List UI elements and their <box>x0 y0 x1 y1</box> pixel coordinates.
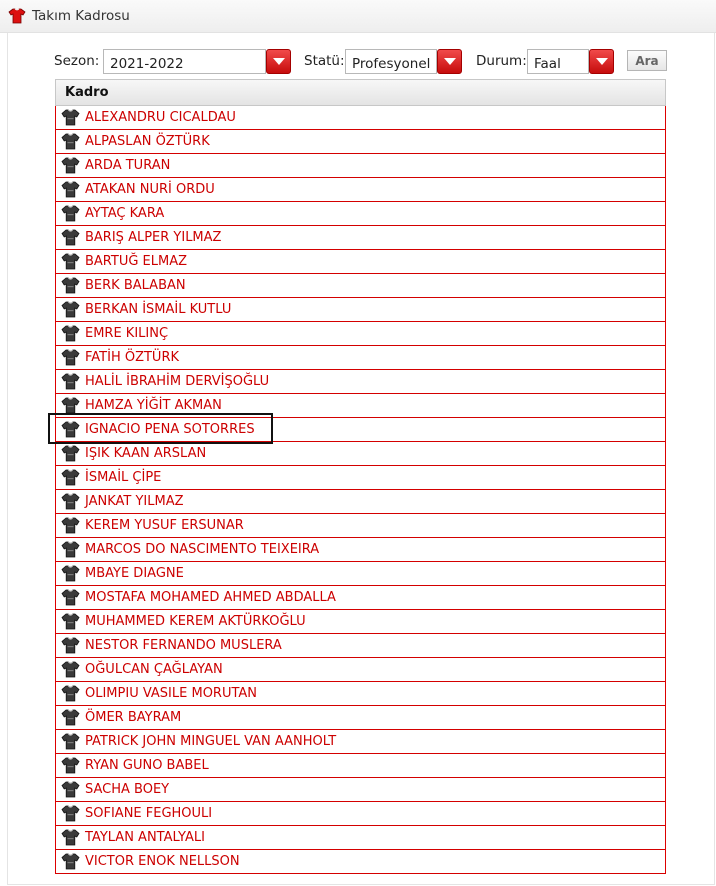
jersey-icon <box>61 685 81 703</box>
status-value: Profesyonel <box>352 55 431 72</box>
table-row <box>56 106 665 130</box>
table-row <box>56 802 665 826</box>
season-label: Sezon: <box>54 53 100 69</box>
state-label: Durum: <box>476 53 527 69</box>
jersey-icon <box>61 205 81 223</box>
table-row <box>56 466 665 490</box>
player-link[interactable]: ALEXANDRU CICALDAU <box>85 110 236 125</box>
jersey-icon <box>61 853 81 871</box>
player-link[interactable]: FATİH ÖZTÜRK <box>85 350 180 365</box>
player-link[interactable]: IGNACIO PENA SOTORRES <box>85 422 255 437</box>
player-link[interactable]: RYAN GUNO BABEL <box>85 758 209 773</box>
table-row <box>56 610 665 634</box>
jersey-icon <box>61 661 81 679</box>
player-link[interactable]: BARTUĞ ELMAZ <box>85 254 188 269</box>
status-select[interactable] <box>345 49 437 74</box>
player-link[interactable]: MARCOS DO NASCIMENTO TEIXEIRA <box>85 542 320 557</box>
table-row <box>56 562 665 586</box>
table-row <box>56 274 665 298</box>
state-value: Faal <box>534 55 561 72</box>
jersey-icon <box>61 781 81 799</box>
jersey-icon <box>61 709 81 727</box>
jersey-icon <box>61 565 81 583</box>
player-link[interactable]: BERK BALABAN <box>85 278 186 293</box>
player-link[interactable]: MUHAMMED KEREM AKTÜRKOĞLU <box>85 614 306 629</box>
chevron-down-icon <box>443 57 457 66</box>
chevron-down-icon <box>272 57 286 66</box>
player-link[interactable]: ATAKAN NURİ ORDU <box>85 182 215 197</box>
jersey-icon <box>61 157 81 175</box>
jersey-icon <box>61 589 81 607</box>
jersey-icon <box>61 805 81 823</box>
table-row <box>56 154 665 178</box>
table-row <box>56 370 665 394</box>
player-link[interactable]: OLIMPIU VASILE MORUTAN <box>85 686 258 701</box>
table-row <box>56 754 665 778</box>
jersey-icon <box>61 229 81 247</box>
season-value: 2021-2022 <box>110 55 184 72</box>
table-row <box>56 226 665 250</box>
player-link[interactable]: İSMAİL ÇİPE <box>85 470 162 485</box>
table-row <box>56 298 665 322</box>
jersey-icon <box>61 493 81 511</box>
table-row <box>56 706 665 730</box>
table-row <box>56 730 665 754</box>
jersey-icon <box>61 421 81 439</box>
jersey-icon <box>61 757 81 775</box>
jersey-icon <box>61 469 81 487</box>
page-header <box>0 0 716 33</box>
player-link[interactable]: ALPASLAN ÖZTÜRK <box>85 134 210 149</box>
player-link[interactable]: ARDA TURAN <box>85 158 171 173</box>
table-row <box>56 322 665 346</box>
table-row <box>56 130 665 154</box>
state-select[interactable] <box>527 49 589 74</box>
player-link[interactable]: SOFIANE FEGHOULI <box>85 806 213 821</box>
jersey-icon <box>61 253 81 271</box>
search-button[interactable]: Ara <box>627 50 667 71</box>
table-row <box>56 202 665 226</box>
table-row <box>56 634 665 658</box>
season-dropdown-button[interactable] <box>266 49 291 74</box>
status-dropdown-button[interactable] <box>437 49 462 74</box>
player-link[interactable]: OĞULCAN ÇAĞLAYAN <box>85 662 223 677</box>
player-link[interactable]: EMRE KILINÇ <box>85 326 169 341</box>
table-row <box>56 826 665 850</box>
table-row <box>56 250 665 274</box>
table-row <box>56 586 665 610</box>
jersey-icon <box>61 133 81 151</box>
player-link[interactable]: NESTOR FERNANDO MUSLERA <box>85 638 282 653</box>
player-link[interactable]: KEREM YUSUF ERSUNAR <box>85 518 244 533</box>
player-list <box>55 106 666 874</box>
player-link[interactable]: PATRICK JOHN MINGUEL VAN AANHOLT <box>85 734 337 749</box>
jersey-icon <box>61 517 81 535</box>
season-select[interactable] <box>103 49 266 74</box>
table-row <box>56 490 665 514</box>
jersey-icon <box>61 733 81 751</box>
jersey-icon <box>61 397 81 415</box>
player-link[interactable]: BERKAN İSMAİL KUTLU <box>85 302 232 317</box>
jersey-icon <box>61 373 81 391</box>
jersey-icon <box>61 829 81 847</box>
table-row <box>56 538 665 562</box>
jersey-icon <box>61 445 81 463</box>
player-link[interactable]: HALİL İBRAHİM DERVİŞOĞLU <box>85 374 270 389</box>
status-label: Statü: <box>304 53 345 69</box>
player-link[interactable]: SACHA BOEY <box>85 782 170 797</box>
jersey-icon <box>61 301 81 319</box>
table-row <box>56 442 665 466</box>
squad-table <box>55 79 666 874</box>
page-title: Takım Kadrosu <box>32 8 130 24</box>
table-row <box>56 514 665 538</box>
jersey-icon <box>61 109 81 127</box>
player-link[interactable]: TAYLAN ANTALYALI <box>85 830 205 845</box>
player-link[interactable]: IŞIK KAAN ARSLAN <box>85 446 207 461</box>
state-dropdown-button[interactable] <box>589 49 614 74</box>
jersey-icon <box>61 613 81 631</box>
table-row <box>56 658 665 682</box>
jersey-icon <box>61 277 81 295</box>
table-row <box>56 778 665 802</box>
jersey-icon <box>61 349 81 367</box>
table-row <box>56 178 665 202</box>
player-link[interactable]: MBAYE DIAGNE <box>85 566 184 581</box>
table-row <box>56 346 665 370</box>
player-link[interactable]: HAMZA YİĞİT AKMAN <box>85 398 222 413</box>
player-link[interactable]: AYTAÇ KARA <box>85 206 165 221</box>
jersey-icon <box>61 637 81 655</box>
table-row <box>56 682 665 706</box>
jersey-icon <box>8 8 26 24</box>
table-header: Kadro <box>55 79 666 106</box>
player-link[interactable]: MOSTAFA MOHAMED AHMED ABDALLA <box>85 590 336 605</box>
player-link[interactable]: BARIŞ ALPER YILMAZ <box>85 230 222 245</box>
player-link[interactable]: JANKAT YILMAZ <box>85 494 184 509</box>
player-link[interactable]: VICTOR ENOK NELLSON <box>85 854 240 869</box>
jersey-icon <box>61 181 81 199</box>
jersey-icon <box>61 325 81 343</box>
filter-bar <box>0 49 716 75</box>
jersey-icon <box>61 541 81 559</box>
table-row <box>56 418 665 442</box>
table-row <box>56 850 665 874</box>
table-row <box>56 394 665 418</box>
chevron-down-icon <box>595 57 609 66</box>
player-link[interactable]: ÖMER BAYRAM <box>85 710 182 725</box>
